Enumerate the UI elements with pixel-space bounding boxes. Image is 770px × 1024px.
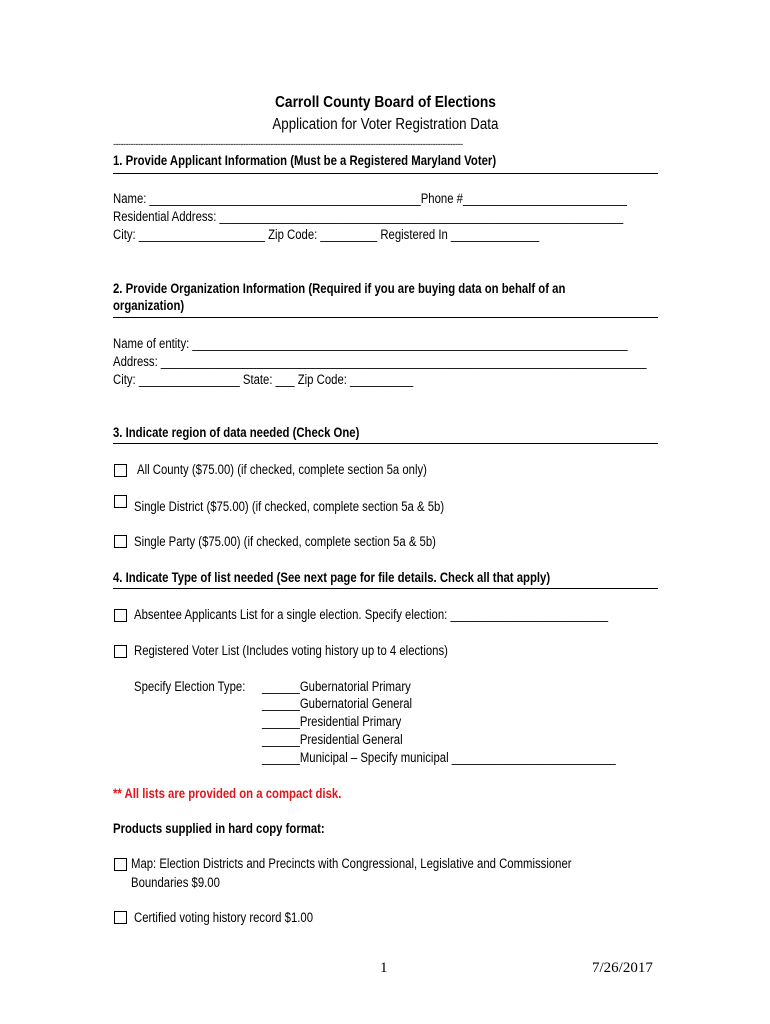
specify-election-type-label: Specify Election Type: xyxy=(134,679,246,694)
section2-rule xyxy=(113,317,658,318)
registered-voter-list-checkbox[interactable] xyxy=(114,645,127,658)
footer-date: 7/26/2017 xyxy=(592,960,653,976)
election-type-presidential-primary[interactable]: ______Presidential Primary xyxy=(262,714,402,729)
single-party-label: Single Party ($75.00) (if checked, complete section 5a & 5b) xyxy=(134,534,436,549)
form-title: Carroll County Board of Elections xyxy=(274,94,496,111)
applicant-city-zip-registered-field[interactable]: City: ____________________ Zip Code: _________ Registered In ______________ xyxy=(113,227,540,242)
entity-name-field[interactable]: Name of entity: _____________________________________________________________________ xyxy=(113,336,628,351)
election-type-gubernatorial-primary[interactable]: ______Gubernatorial Primary xyxy=(262,679,411,694)
certified-history-checkbox[interactable] xyxy=(114,911,127,924)
certified-history-label: Certified voting history record $1.00 xyxy=(134,910,314,925)
absentee-list-label: Absentee Applicants List for a single election. Specify election: _________________________ xyxy=(134,607,609,622)
single-district-label: Single District ($75.00) (if checked, complete section 5a & 5b) xyxy=(134,499,445,514)
section1-heading: 1. Provide Applicant Information (Must be a Registered Maryland Voter) xyxy=(113,153,497,168)
absentee-list-checkbox[interactable] xyxy=(114,609,127,622)
election-type-presidential-general[interactable]: ______Presidential General xyxy=(262,732,403,747)
section2-heading-line1: 2. Provide Organization Information (Required if you are buying data on behalf of an xyxy=(113,281,566,296)
map-checkbox[interactable] xyxy=(114,858,127,871)
section4-heading: 4. Indicate Type of list needed (See next page for file details. Check all that apply) xyxy=(113,570,551,585)
form-subtitle: Application for Voter Registration Data xyxy=(272,116,498,133)
section4-rule xyxy=(113,588,658,589)
all-county-label: All County ($75.00) (if checked, complete section 5a only) xyxy=(137,462,427,477)
products-heading: Products supplied in hard copy format: xyxy=(113,821,325,836)
election-type-gubernatorial-general[interactable]: ______Gubernatorial General xyxy=(262,696,413,711)
page-number: 1 xyxy=(380,960,388,976)
single-party-checkbox[interactable] xyxy=(114,535,127,548)
section1-rule xyxy=(113,173,658,174)
compact-disk-notice: ** All lists are provided on a compact disk. xyxy=(113,786,342,801)
entity-address-field[interactable]: Address: _____________________________________________________________________________ xyxy=(113,354,647,369)
election-type-municipal[interactable]: ______Municipal – Specify municipal __________________________ xyxy=(262,750,616,765)
section3-rule xyxy=(113,443,658,444)
section3-heading: 3. Indicate region of data needed (Check One) xyxy=(113,425,360,440)
map-label-line1: Map: Election Districts and Precincts with Congressional, Legislative and Commissioner xyxy=(131,856,572,871)
applicant-name-phone-field[interactable]: Name: ___________________________________________Phone #__________________________ xyxy=(113,191,627,206)
section2-heading-line2: organization) xyxy=(113,298,185,313)
applicant-address-field[interactable]: Residential Address: ________________________________________________________________ xyxy=(113,209,624,224)
all-county-checkbox[interactable] xyxy=(114,464,127,477)
single-district-checkbox[interactable] xyxy=(114,495,127,508)
registered-voter-list-label: Registered Voter List (Includes voting history up to 4 elections) xyxy=(134,643,448,658)
dashed-separator: -------------------------------------------------------------------------------------------------------------------------------------------- xyxy=(113,139,463,149)
entity-city-state-zip-field[interactable]: City: ________________ State: ___ Zip Code: __________ xyxy=(113,372,414,387)
map-label-line2: Boundaries $9.00 xyxy=(131,875,220,890)
